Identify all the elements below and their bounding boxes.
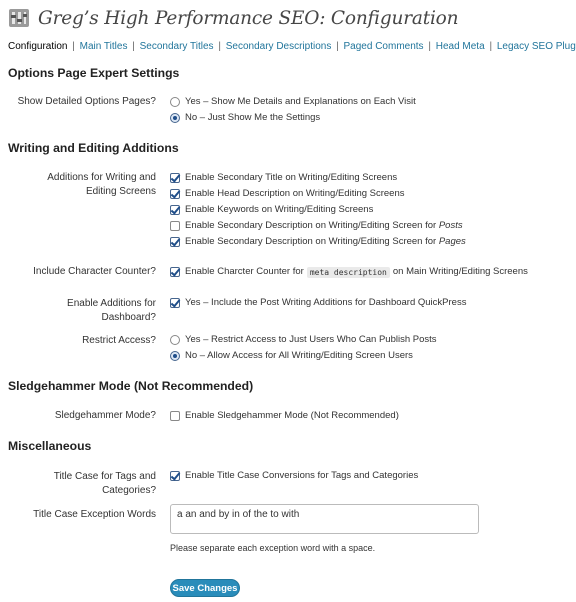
section-heading-writing: Writing and Editing Additions bbox=[8, 141, 179, 155]
nav-secondary-descriptions[interactable]: Secondary Descriptions bbox=[225, 41, 332, 52]
label-show-detailed: Show Detailed Options Pages? bbox=[17, 96, 156, 107]
checkbox-checked[interactable] bbox=[170, 173, 180, 183]
section-heading-misc: Miscellaneous bbox=[8, 439, 92, 453]
nav-legacy-seo[interactable]: Legacy SEO Plug bbox=[496, 41, 576, 52]
checkbox-secondary-title[interactable]: Enable Secondary Title on Writing/Editing Screens bbox=[170, 171, 397, 185]
checkbox-keywords[interactable]: Enable Keywords on Writing/Editing Screens bbox=[170, 203, 373, 217]
nav-separator: | bbox=[428, 41, 431, 52]
exception-words-input[interactable] bbox=[170, 504, 479, 534]
radio-button-selected[interactable] bbox=[170, 351, 180, 361]
checkbox-checked[interactable] bbox=[170, 471, 180, 481]
checkbox-secondary-desc-pages[interactable]: Enable Secondary Description on Writing/Editing Screen for Pages bbox=[170, 235, 466, 249]
label-additions: Additions for Writing and Editing Screens bbox=[47, 172, 156, 197]
nav-separator: | bbox=[489, 41, 493, 52]
code-meta-description: meta description bbox=[307, 267, 390, 278]
radio-option-restrict-yes[interactable]: Yes – Restrict Access to Just Users Who Can Publish Posts bbox=[170, 333, 437, 347]
settings-nav bbox=[8, 41, 576, 52]
nav-separator: | bbox=[218, 41, 221, 52]
checkbox-unchecked[interactable] bbox=[170, 221, 180, 231]
save-changes-button[interactable]: Save Changes bbox=[170, 579, 240, 597]
nav-secondary-titles[interactable]: Secondary Titles bbox=[139, 41, 214, 52]
checkbox-unchecked[interactable] bbox=[170, 411, 180, 421]
settings-icon bbox=[8, 8, 30, 28]
section-heading-expert: Options Page Expert Settings bbox=[8, 66, 180, 80]
label-dashboard: Enable Additions for Dashboard? bbox=[67, 298, 156, 323]
radio-option-details-no[interactable]: No – Just Show Me the Settings bbox=[170, 111, 320, 125]
label-exception-words: Title Case Exception Words bbox=[33, 509, 156, 520]
radio-option-details-yes[interactable]: Yes – Show Me Details and Explanations on Each Visit bbox=[170, 95, 416, 109]
checkbox-head-description[interactable]: Enable Head Description on Writing/Editing Screens bbox=[170, 187, 405, 201]
nav-main-titles[interactable]: Main Titles bbox=[79, 41, 128, 52]
label-restrict-access: Restrict Access? bbox=[82, 335, 156, 346]
radio-button[interactable] bbox=[170, 335, 180, 345]
checkbox-character-counter[interactable]: Enable Charcter Counter for meta description on Main Writing/Editing Screens bbox=[170, 265, 528, 279]
nav-separator: | bbox=[72, 41, 75, 52]
label-character-counter: Include Character Counter? bbox=[33, 266, 156, 277]
nav-separator: | bbox=[132, 41, 135, 52]
checkbox-title-case[interactable]: Enable Title Case Conversions for Tags and Categories bbox=[170, 469, 418, 483]
section-heading-sledgehammer: Sledgehammer Mode (Not Recommended) bbox=[8, 379, 254, 393]
exception-words-hint: Please separate each exception word with a space. bbox=[170, 543, 376, 553]
label-title-case: Title Case for Tags and Categories? bbox=[53, 471, 156, 496]
nav-current: Configuration bbox=[8, 41, 68, 52]
checkbox-checked[interactable] bbox=[170, 267, 180, 277]
page-header bbox=[8, 6, 458, 30]
checkbox-checked[interactable] bbox=[170, 205, 180, 215]
checkbox-checked[interactable] bbox=[170, 189, 180, 199]
page-title: Greg’s High Performance SEO: Configuration bbox=[38, 7, 459, 29]
radio-button[interactable] bbox=[170, 97, 180, 107]
radio-button-selected[interactable] bbox=[170, 113, 180, 123]
nav-paged-comments[interactable]: Paged Comments bbox=[343, 41, 424, 52]
radio-option-restrict-no[interactable]: No – Allow Access for All Writing/Editing Screen Users bbox=[170, 349, 413, 363]
label-sledgehammer: Sledgehammer Mode? bbox=[54, 410, 156, 421]
checkbox-checked[interactable] bbox=[170, 237, 180, 247]
checkbox-secondary-desc-posts[interactable]: Enable Secondary Description on Writing/Editing Screen for Posts bbox=[170, 219, 463, 233]
nav-head-meta[interactable]: Head Meta bbox=[435, 41, 485, 52]
nav-separator: | bbox=[336, 41, 339, 52]
checkbox-sledgehammer[interactable]: Enable Sledgehammer Mode (Not Recommended) bbox=[170, 409, 399, 423]
checkbox-dashboard-quickpress[interactable]: Yes – Include the Post Writing Additions for Dashboard QuickPress bbox=[170, 296, 466, 310]
checkbox-checked[interactable] bbox=[170, 298, 180, 308]
